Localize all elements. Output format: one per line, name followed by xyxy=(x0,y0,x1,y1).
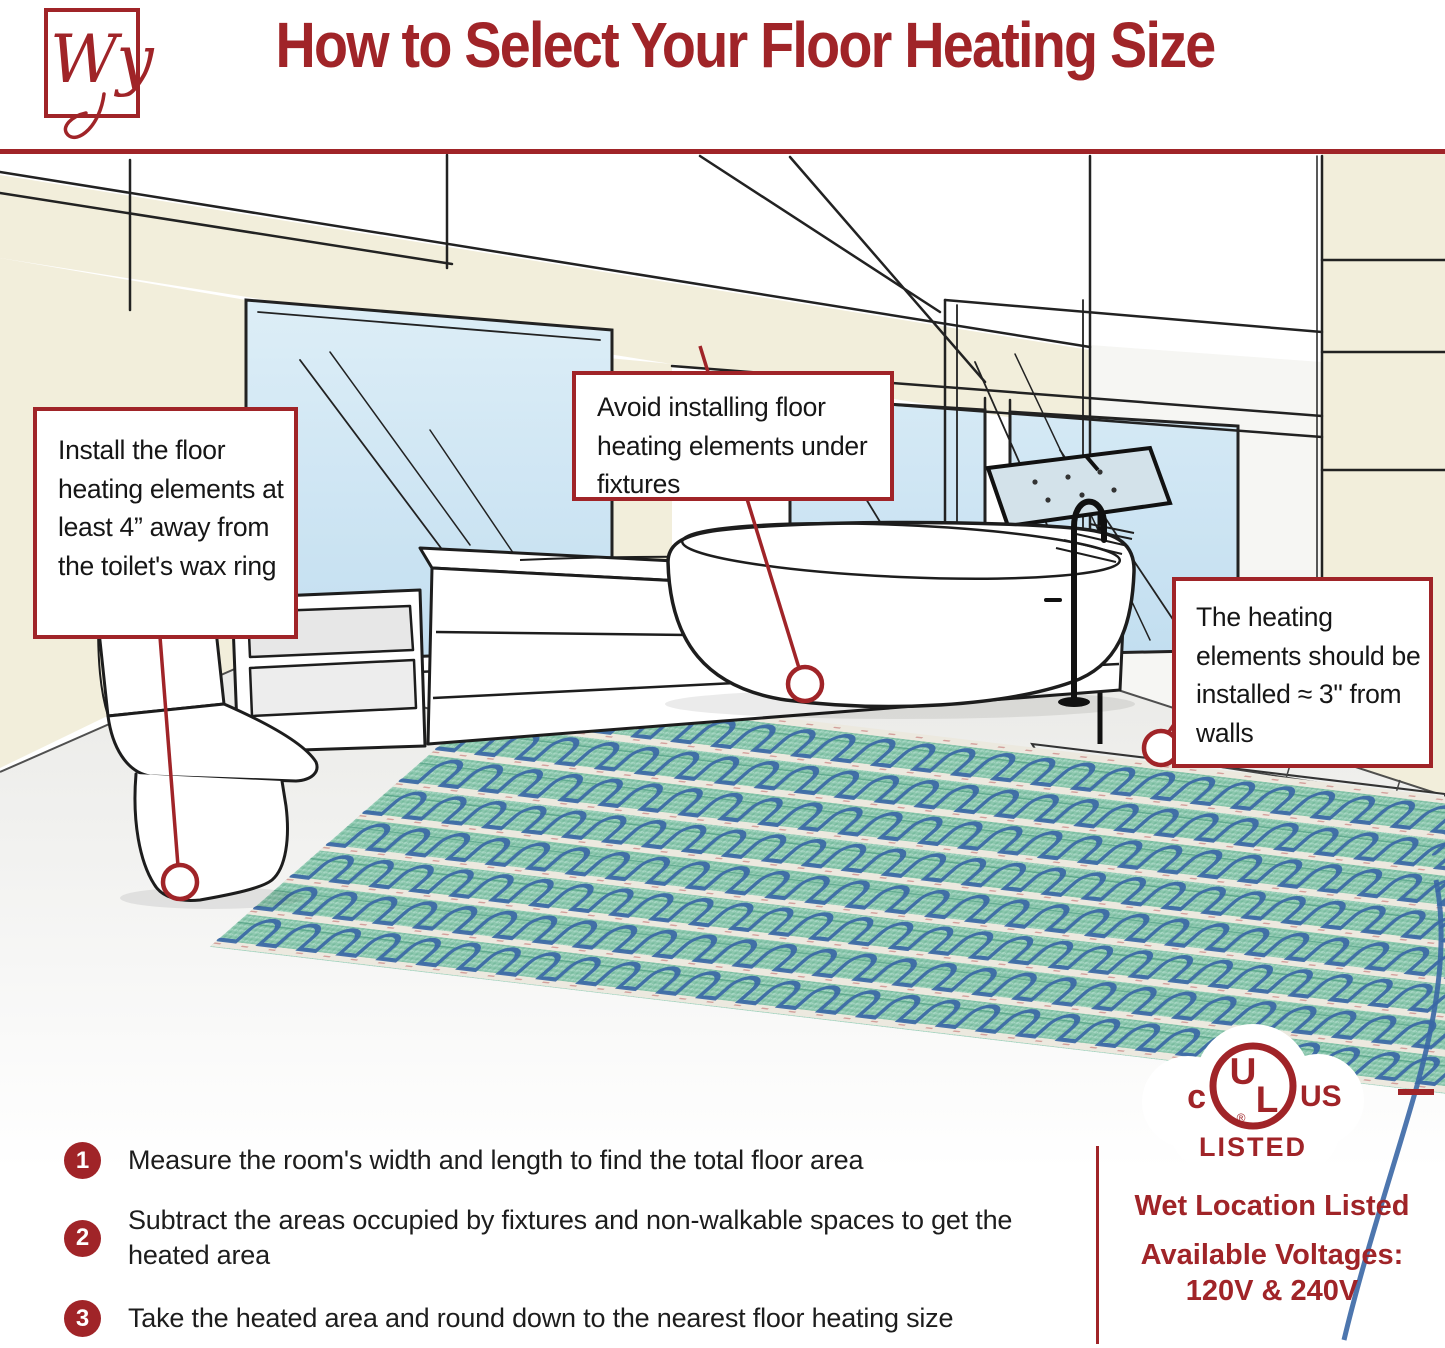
step-text: Subtract the areas occupied by fixtures and non-walkable spaces to get the heated area xyxy=(128,1205,1013,1271)
ul-letter-u: U xyxy=(1229,1051,1257,1092)
step-number-badge: 2 xyxy=(64,1220,101,1257)
marker-bathtub xyxy=(788,667,822,701)
step-text: Measure the room's width and length to find the total floor area xyxy=(128,1144,864,1175)
callout-toilet-clearance xyxy=(33,407,298,639)
ul-letter-l: L xyxy=(1255,1079,1279,1120)
logo-monogram: Wy xyxy=(50,21,154,98)
brand-logo xyxy=(44,8,154,118)
callout-wall-clearance-text: The heating elements should be installed ≈ 3" from walls xyxy=(1196,602,1421,749)
step-row-1 xyxy=(64,1142,863,1179)
step-row-2 xyxy=(64,1203,1028,1273)
ul-prefix-c: c xyxy=(1187,1078,1206,1116)
certification-info xyxy=(1104,1190,1440,1308)
voltages-label: Available Voltages: xyxy=(1140,1239,1404,1271)
marker-toilet xyxy=(163,865,197,899)
brand-logo-art xyxy=(44,8,154,118)
step-text: Take the heated area and round down to the nearest floor heating size xyxy=(128,1302,954,1333)
ul-listed-text: LISTED xyxy=(1198,1132,1308,1162)
step-number-badge: 1 xyxy=(64,1142,101,1179)
ul-suffix-us: US xyxy=(1300,1080,1342,1113)
callout-wall-clearance xyxy=(1172,577,1433,768)
page-title: How to Select Your Floor Heating Size xyxy=(275,9,1215,81)
section-divider xyxy=(1096,1146,1099,1344)
callout-fixtures-text: Avoid installing floor heating elements under fixtures xyxy=(597,392,868,500)
wet-location-text: Wet Location Listed xyxy=(1134,1190,1410,1222)
callout-fixtures xyxy=(572,371,894,501)
voltages-value: 120V & 240V xyxy=(1185,1275,1359,1307)
step-row-3 xyxy=(64,1300,953,1337)
step-number-badge: 3 xyxy=(64,1300,101,1337)
ul-registered-mark: ® xyxy=(1236,1111,1246,1125)
callout-toilet-clearance-text: Install the floor heating elements at least 4” away from the toilet's wax ring xyxy=(58,435,284,582)
